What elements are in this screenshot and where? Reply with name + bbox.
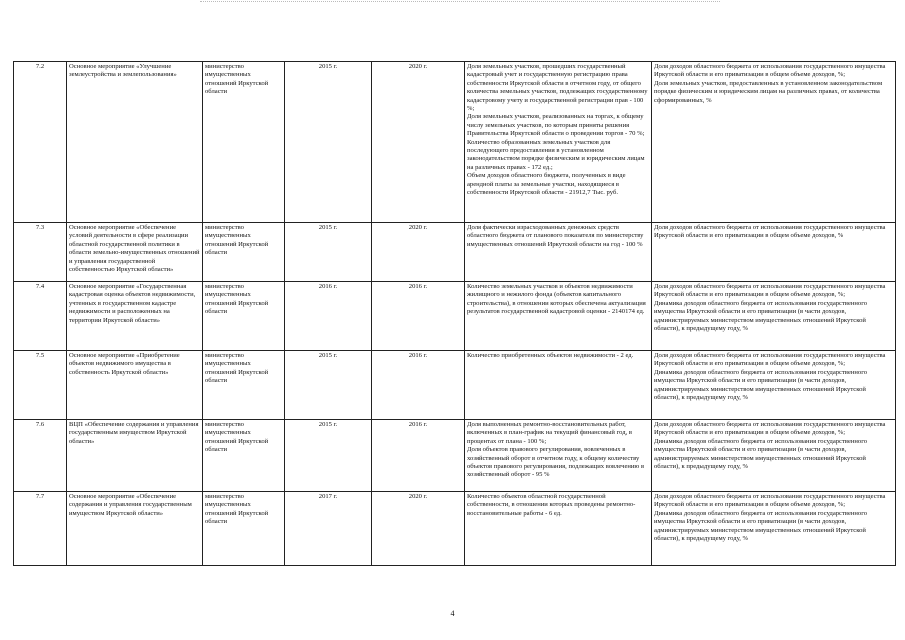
indicator-line: Доля доходов областного бюджета от использования государственного имущества Иркутской области и его приватизации в общем объеме доходов, %; [654, 493, 886, 509]
expected-results [465, 282, 652, 351]
end-year: 2016 г. [372, 420, 465, 492]
result-line: Количество приобретенных объектов недвижимости - 2 ед. [467, 352, 634, 359]
row-number: 7.4 [14, 282, 67, 351]
scan-edge-dots [200, 1, 720, 6]
indicator-line: Динамика доходов областного бюджета от использования государственного имущества Иркутской области и его приватизации (в части доходов, администрируемых министерством имущественных отношений Иркутской области), к предыдущему году, % [654, 437, 868, 471]
table-row [14, 223, 896, 282]
indicator-line: Доля доходов областного бюджета от использования государственного имущества Иркутской области и его приватизации в общем объеме доходов, %; [654, 283, 886, 299]
table-row [14, 351, 896, 420]
result-line: Доля объектов правового регулирования, вовлеченных в хозяйственный оборот в отчетном году, к общему количеству объектов правового регулирования, подлежащих вовлечению в хозяйственный оборот - 95 % [467, 446, 645, 479]
indicator-line: Динамика доходов областного бюджета от использования государственного имущества Иркутской области и его приватизации (в части доходов, администрируемых министерством имущественных отношений Иркутской области), к предыдущему году, % [654, 509, 868, 543]
result-line: Доля выполненных ремонтно-восстановительных работ, включенных в план-график на текущий финансовый год, в процентах от плана - 100 %; [467, 421, 633, 445]
start-year: 2015 г. [285, 62, 372, 223]
result-line: Доля земельных участков, прошедших государственный кадастровый учет и государственную регистрацию права собственности Иркутской области в отчетном году, от общего количества земельных участков, подлежащих государственному кадастровому учету и государственной регистрации прав - 100 %; [467, 63, 648, 113]
event-name: Основное мероприятие «Обеспечение условий деятельности в сфере реализации областной государственной политики в области земельно-имущественных отношений и управления государственной собственностью Иркутской области» [67, 223, 203, 282]
expected-results [465, 223, 652, 282]
indicator-line: Доля доходов областного бюджета от использования государственного имущества Иркутской области и его приватизации в общем объеме доходов, %; [654, 352, 886, 368]
start-year: 2015 г. [285, 420, 372, 492]
indicator-line: Доля земельных участков, предоставленных в установленном законодательством порядке физическим и юридическим лицам на различных правах, от количества сформированных, % [654, 79, 883, 104]
executor: министерство имущественных отношений Иркутской области [203, 420, 285, 492]
start-year: 2017 г. [285, 492, 372, 566]
target-indicators [652, 351, 896, 420]
program-events-table [13, 61, 896, 566]
start-year: 2016 г. [285, 282, 372, 351]
row-number: 7.2 [14, 62, 67, 223]
start-year: 2015 г. [285, 223, 372, 282]
result-line: Доля фактически израсходованных денежных средств областного бюджета от планового показателя по министерству имущественных отношений Иркутской области на год - 100 % [467, 224, 644, 248]
result-line: Количество объектов областной государственной собственности, в отношении которых проведены ремонтно-восстановительные работы - 6 ед. [467, 493, 636, 517]
row-number: 7.6 [14, 420, 67, 492]
target-indicators [652, 420, 896, 492]
table-row [14, 282, 896, 351]
executor: министерство имущественных отношений Иркутской области [203, 223, 285, 282]
row-number: 7.3 [14, 223, 67, 282]
event-name: Основное мероприятие «Обеспечение содержания и управления государственным имуществом Иркутской области» [67, 492, 203, 566]
expected-results [465, 420, 652, 492]
indicator-line: Динамика доходов областного бюджета от использования государственного имущества Иркутской области и его приватизации (в части доходов, администрируемых министерством имущественных отношений Иркутской области), к предыдущему году, % [654, 299, 868, 333]
table-row [14, 62, 896, 223]
result-line: Доля земельных участков, реализованных на торгах, к общему числу земельных участков, по которым приняты решения Правительства Иркутской области о проведении торгов - 70 %; [467, 113, 645, 138]
target-indicators [652, 282, 896, 351]
end-year: 2016 г. [372, 282, 465, 351]
executor: министерство имущественных отношений Иркутской области [203, 62, 285, 223]
table-row [14, 492, 896, 566]
executor: министерство имущественных отношений Иркутской области [203, 492, 285, 566]
indicator-line: Динамика доходов областного бюджета от использования государственного имущества Иркутской области и его приватизации (в части доходов, администрируемых министерством имущественных отношений Иркутской области), к предыдущему году, % [654, 368, 868, 402]
indicator-line: Доля доходов областного бюджета от использования государственного имущества Иркутской области и его приватизации в общем объеме доходов, % [654, 224, 886, 240]
indicator-line: Доля доходов областного бюджета от использования государственного имущества Иркутской области и его приватизации в общем объеме доходов, %; [654, 63, 886, 79]
event-name: Основное мероприятие «Государственная кадастровая оценка объектов недвижимости, учтенных в государственном кадастре недвижимости и расположенных на территории Иркутской области» [67, 282, 203, 351]
end-year: 2020 г. [372, 62, 465, 223]
start-year: 2015 г. [285, 351, 372, 420]
executor: министерство имущественных отношений Иркутской области [203, 282, 285, 351]
row-number: 7.7 [14, 492, 67, 566]
page-number: 4 [450, 609, 455, 618]
expected-results [465, 351, 652, 420]
event-name: Основное мероприятие «Приобретение объектов недвижимого имущества в собственность Иркутской области» [67, 351, 203, 420]
end-year: 2020 г. [372, 223, 465, 282]
expected-results [465, 62, 652, 223]
target-indicators [652, 62, 896, 223]
row-number: 7.5 [14, 351, 67, 420]
table-row [14, 420, 896, 492]
end-year: 2016 г. [372, 351, 465, 420]
end-year: 2020 г. [372, 492, 465, 566]
target-indicators [652, 492, 896, 566]
result-line: Объем доходов областного бюджета, полученных в виде арендной платы за земельные участки, находящиеся в собственности Иркутской области - 21912,7 Тыс. руб. [467, 172, 626, 197]
event-name: Основное мероприятие «Улучшение землеустройства и землепользования» [67, 62, 203, 223]
result-line: Количество земельных участков и объектов недвижимости жилищного и нежилого фонда (объектов капитального строительства), в отношении которых обеспечена актуализация результатов государственной кадастровой оценки - 2140174 ед. [467, 283, 646, 316]
event-name: ВЦП «Обеспечение содержания и управления государственным имуществом Иркутской области» [67, 420, 203, 492]
result-line: Количество образованных земельных участков для последующего предоставления в установленном законодательством порядке физическим и юридическим лицам на различных правах - 172 ед.; [467, 138, 645, 171]
expected-results [465, 492, 652, 566]
executor: министерство имущественных отношений Иркутской области [203, 351, 285, 420]
target-indicators [652, 223, 896, 282]
indicator-line: Доля доходов областного бюджета от использования государственного имущества Иркутской области и его приватизации в общем объеме доходов, %; [654, 421, 886, 437]
